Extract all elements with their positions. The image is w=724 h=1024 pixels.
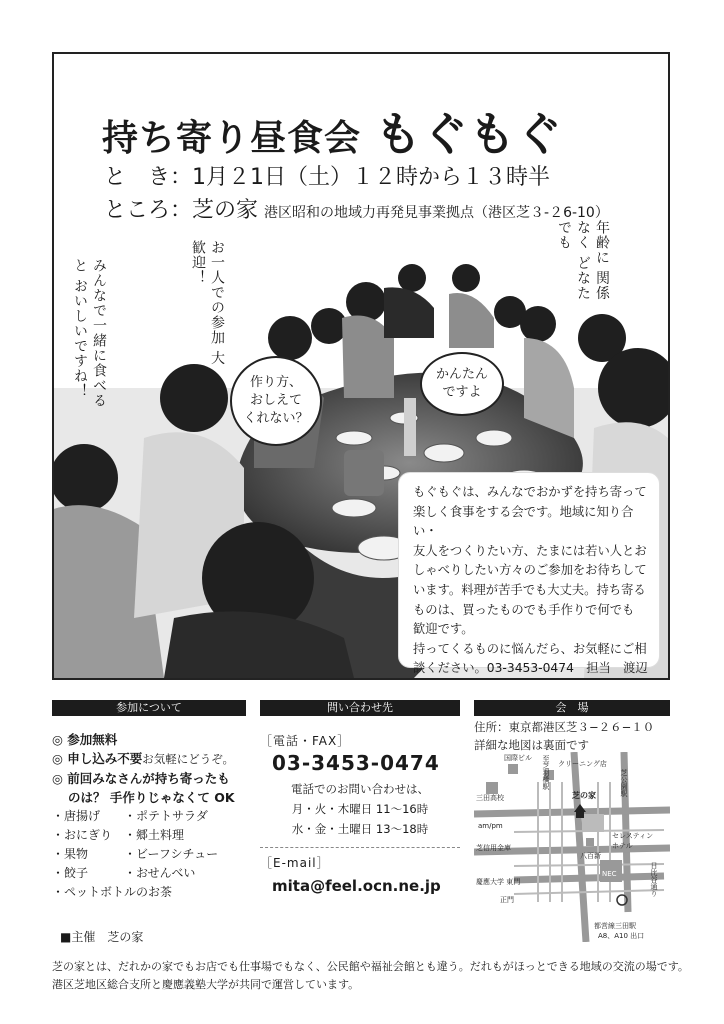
food-item: ・郷土料理 xyxy=(124,828,185,842)
hours-weekdays-1: 月・火・木曜日 11～16時 xyxy=(291,802,429,816)
page-title xyxy=(102,98,563,164)
description-line: 談ください。03-3453-0474 担当 渡辺 xyxy=(413,661,648,676)
map-label-shibakoen: 芝公園駅 xyxy=(620,769,628,797)
map-label-celestine: セレスティン xyxy=(612,832,654,840)
map-illustration xyxy=(474,752,670,942)
contact-section xyxy=(260,700,460,895)
map-label-cleaning: クリーニング店 xyxy=(558,760,607,768)
email-label: ［E-mail］ xyxy=(260,856,330,870)
description-line: しゃべりしたい方々のご参加をお待ちして xyxy=(413,563,647,578)
caption-any-age: 年齢に 関係なく どなたでも xyxy=(556,220,610,301)
food-item: ・唐揚げ xyxy=(52,809,101,823)
free-admission: ◎ 参加無料 xyxy=(52,732,118,747)
food-item: ・ペットボトルのお茶 xyxy=(52,885,173,899)
tel-label: ［電話・FAX］ xyxy=(260,734,351,748)
footer-line: 芝の家とは、だれかの家でもお店でも仕事場でもなく、公民館や福祉会館とも違う。だれもがほっとできる地域の交流の場です。 xyxy=(52,960,689,973)
venue-map xyxy=(474,752,670,942)
participation-header: 参加について xyxy=(52,700,246,716)
map-label-exit: A8、A10 出口 xyxy=(598,932,645,940)
description-line: ものは、買ったものでも手作りで何でも xyxy=(413,602,635,617)
last-time-heading: ◎ 前回みなさんが持ち寄ったも xyxy=(52,771,230,786)
map-label-shinkin: 芝信用金庫 xyxy=(476,844,511,852)
host-label: ■主催 芝の家 xyxy=(60,930,144,944)
food-item: ・ポテトサラダ xyxy=(124,809,208,823)
no-registration: ◎ 申し込み不要お気軽にどうぞ。 xyxy=(52,751,235,766)
food-item: ・おせんべい xyxy=(124,866,196,880)
food-item: ・おにぎり xyxy=(52,828,113,842)
map-label-shiba-hane: 至芝羽橋駅 xyxy=(542,755,550,790)
event-date: と き：1月２1日（土）１２時から１３時半 xyxy=(104,165,550,190)
food-item: ・餃子 xyxy=(52,866,89,880)
event-place xyxy=(104,193,609,224)
tel-note: 電話でのお問い合わせは、 xyxy=(291,782,429,796)
description-line: 持ってくるものに悩んだら、お気軽にご相 xyxy=(413,641,647,656)
map-label-ampm: am/pm xyxy=(478,822,503,830)
phone-number[interactable]: 03-3453-0474 xyxy=(272,751,440,775)
description-line: 歓迎です。 xyxy=(413,622,474,637)
last-time-heading-2: のは？ 手作りじゃなくて OK xyxy=(68,790,235,805)
venue-address: 住所：東京都港区芝３−２６−１０ xyxy=(474,720,655,734)
contact-header: 問い合わせ先 xyxy=(260,700,460,716)
map-label-kokusai: 国際ビル xyxy=(504,754,532,762)
map-label-keio-gate: 慶應大学 東門 xyxy=(476,878,521,886)
mita-high-marker xyxy=(486,782,498,794)
event-description xyxy=(398,472,660,676)
caption-eat-together: みんなで一緒に食べると おいしいですね！ xyxy=(72,258,107,408)
description-line: もぐもぐは、みんなでおかずを持ち寄って xyxy=(413,485,647,499)
yaoya-marker xyxy=(586,838,594,846)
place-address: 港区昭和の地域力再発見事業拠点（港区芝３-２6-10） xyxy=(264,205,609,221)
footer-about xyxy=(52,958,692,994)
hours-weekdays-2: 水・金・土曜日 13～18時 xyxy=(291,822,429,836)
speech-bubble-answer: かんたん ですよ xyxy=(420,352,504,416)
email-address[interactable]: mita@feel.ocn.ne.jp xyxy=(272,877,441,895)
place-label: ところ：芝の家 xyxy=(104,198,259,223)
title-main: 持ち寄り昼食会 xyxy=(102,118,362,159)
venue-header: 会 場 xyxy=(474,700,670,716)
participation-section xyxy=(52,700,246,902)
food-item: ・ビーフシチュー xyxy=(124,847,219,861)
map-label-seimon: 正門 xyxy=(500,896,514,904)
hotel-marker xyxy=(582,814,604,832)
map-label-mita-station: 都営線三田駅 xyxy=(594,922,636,930)
description-line: 友人をつくりたい方、たまには若い人とお xyxy=(413,543,647,558)
venue-section xyxy=(474,700,670,754)
footer-line: 港区芝地区総合支所と慶應義塾大学が共同で運営しています。 xyxy=(52,978,360,991)
map-label-mita-high: 三田高校 xyxy=(476,794,504,802)
map-label-yaoya: 八百新 xyxy=(580,852,601,860)
map-label-hibiya: 日比谷通り xyxy=(650,862,658,897)
description-line: います。料理が苦手でも大丈夫。持ち寄る xyxy=(413,582,646,597)
kokusai-building-marker xyxy=(508,764,518,774)
speech-bubble-question: 作り方、 おしえて くれない？ xyxy=(230,356,322,446)
description-line: 楽しく食事をする会です。地域に知り合い・ xyxy=(413,504,634,539)
food-item: ・果物 xyxy=(52,847,89,861)
map-label-shibanoie: 芝の家 xyxy=(572,791,596,800)
map-label-nec: NEC xyxy=(602,870,617,878)
map-label-hotel: ホテル xyxy=(612,842,633,850)
caption-solo-welcome: お一人での参加 大歓迎！ xyxy=(190,240,225,366)
map-note: 詳細な地図は裏面です xyxy=(474,738,589,752)
title-event-name: もぐもぐ xyxy=(375,107,564,161)
